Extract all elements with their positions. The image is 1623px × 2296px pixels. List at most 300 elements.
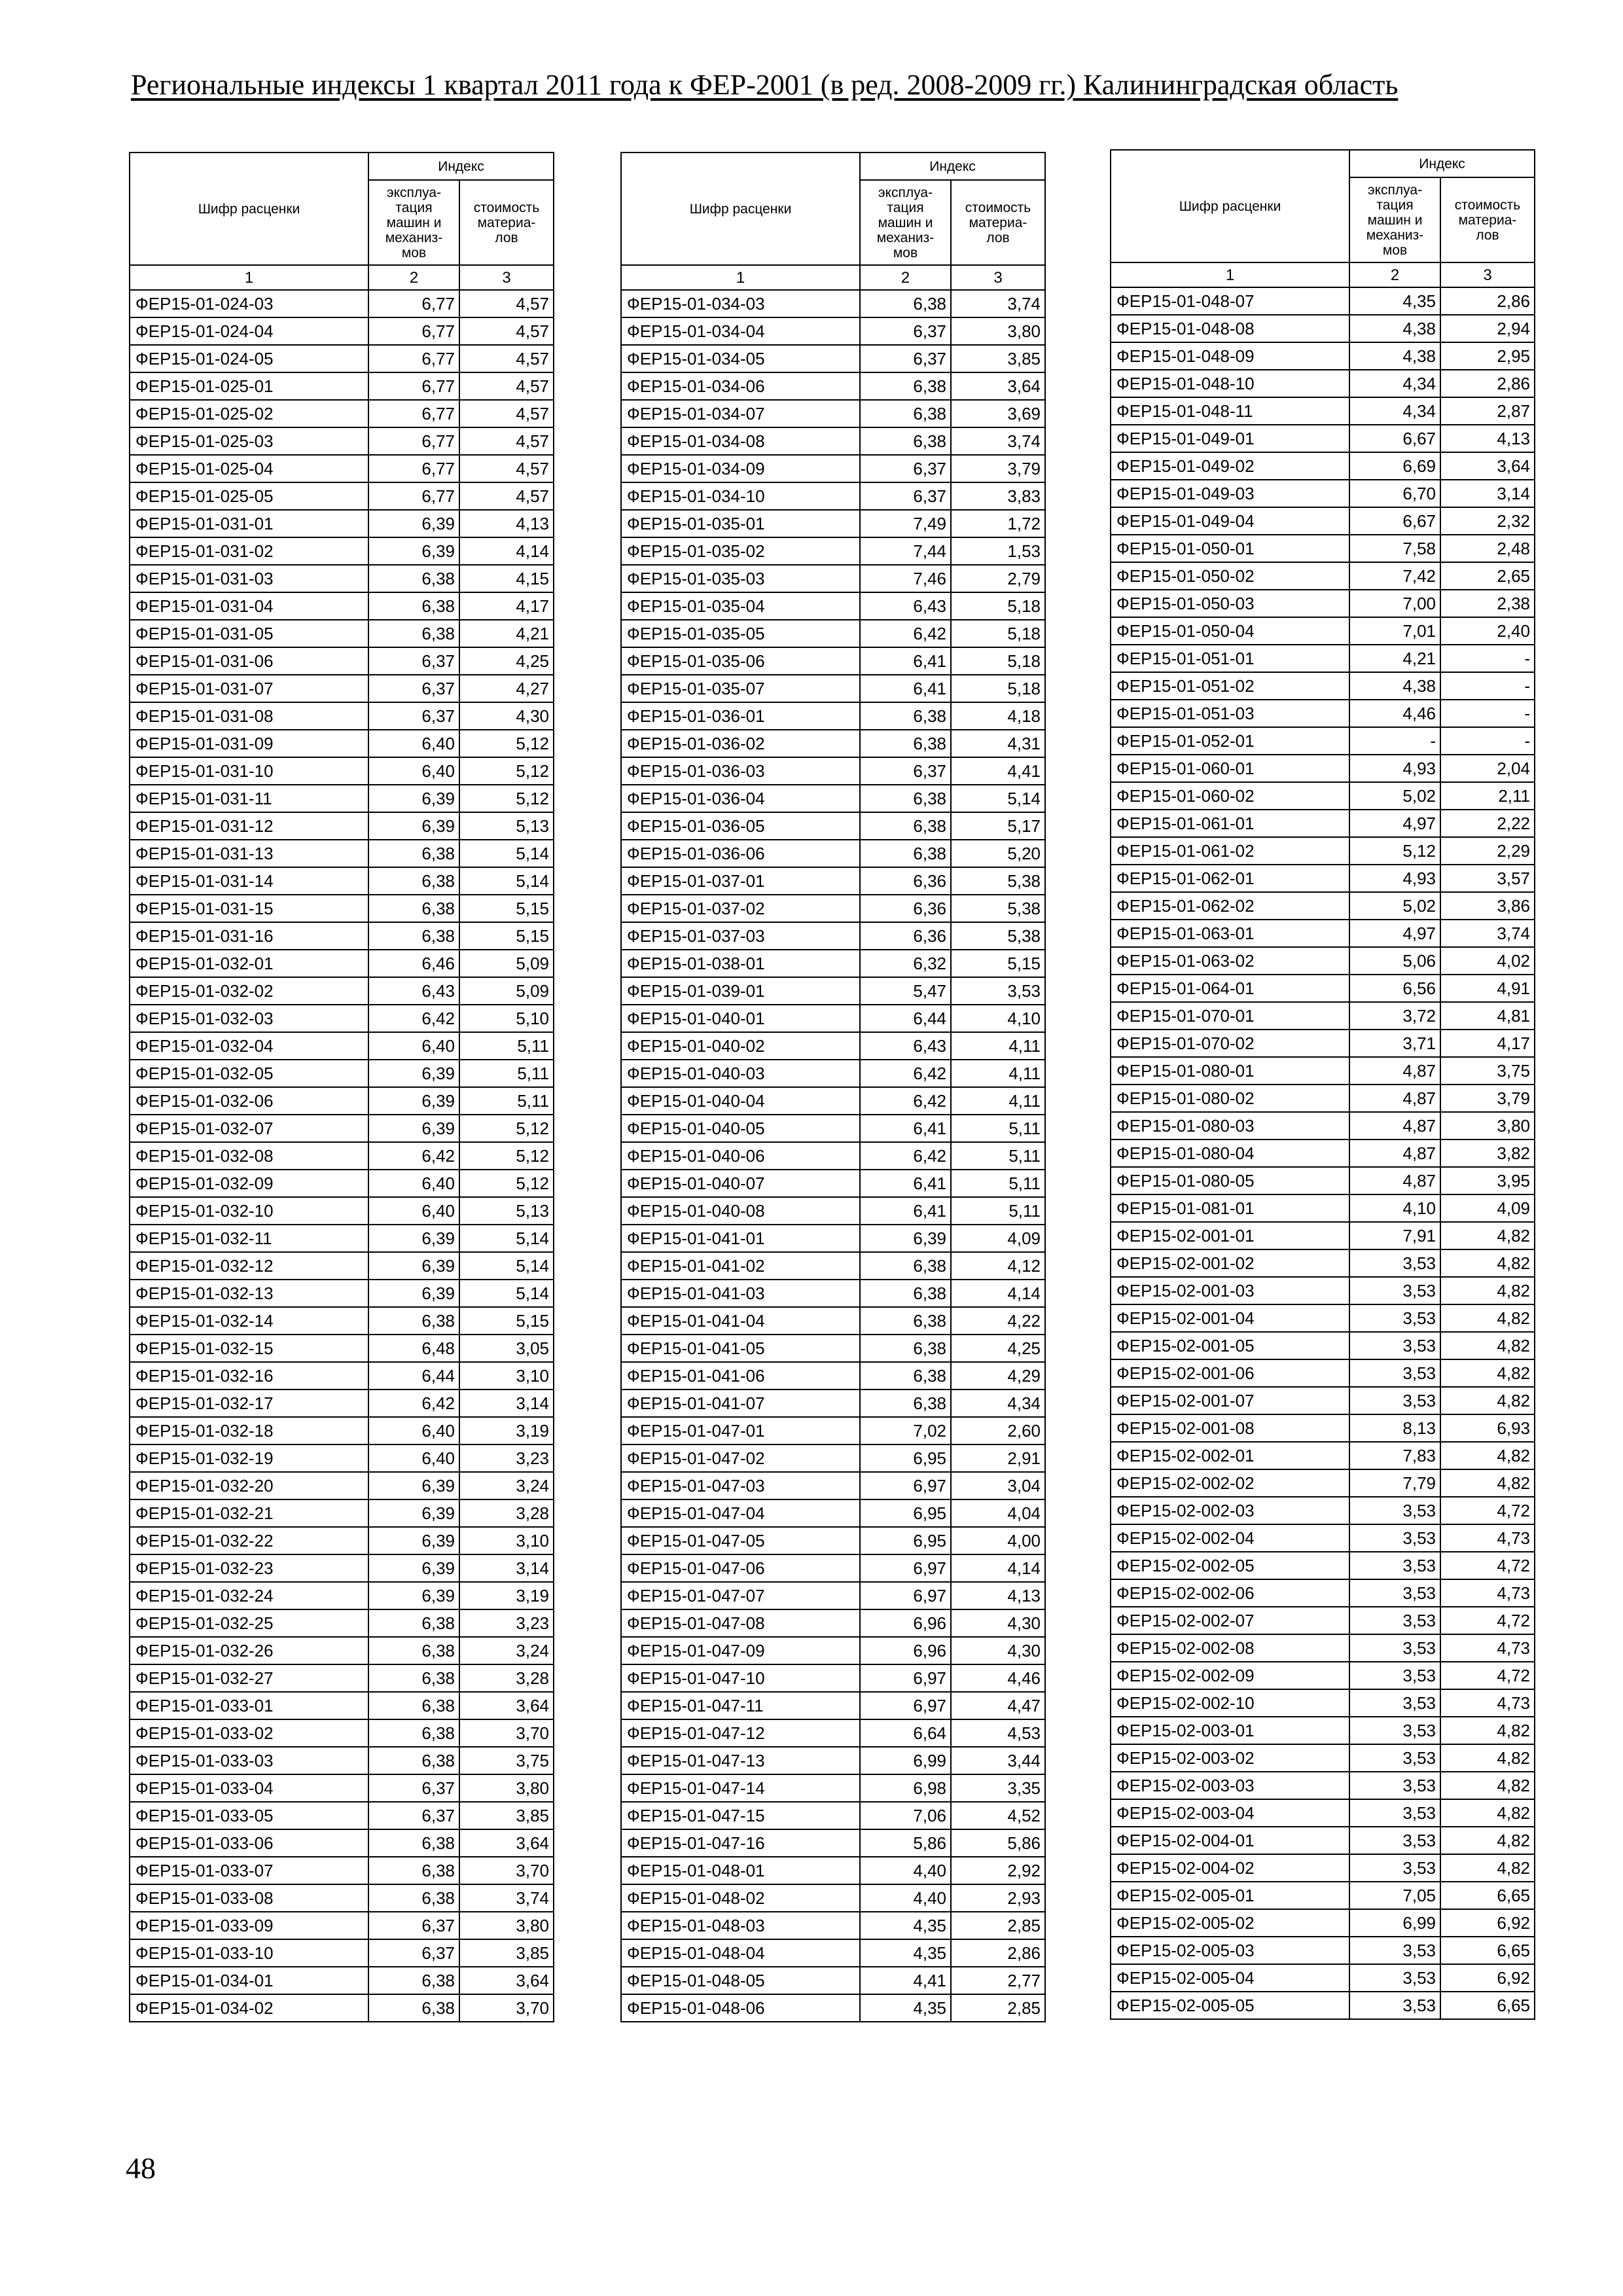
- table-row: [130, 1197, 554, 1225]
- rate-code: ФЕР15-01-032-07: [130, 1115, 368, 1142]
- exploitation-index: 7,01: [1349, 617, 1440, 645]
- exploitation-index: 6,36: [860, 895, 951, 922]
- table-row: [621, 1637, 1045, 1664]
- table-row: [130, 757, 554, 785]
- exploitation-index: 6,43: [860, 1032, 951, 1060]
- materials-index: 5,09: [459, 977, 554, 1005]
- rate-code: ФЕР15-02-002-09: [1111, 1662, 1349, 1689]
- header-exploitation: эксплуа- тация машин и механиз- мов: [1349, 177, 1440, 262]
- materials-index: 2,48: [1440, 535, 1535, 562]
- rate-code: ФЕР15-01-039-01: [621, 977, 860, 1005]
- rate-code: ФЕР15-01-041-05: [621, 1335, 860, 1362]
- table-row: [130, 1802, 554, 1829]
- exploitation-index: 6,38: [368, 867, 459, 895]
- table-row: [1111, 425, 1535, 452]
- rate-code: ФЕР15-01-036-01: [621, 702, 860, 730]
- exploitation-index: 4,97: [1349, 920, 1440, 947]
- rate-code: ФЕР15-01-041-02: [621, 1252, 860, 1280]
- table-row: [1111, 342, 1535, 370]
- exploitation-index: 6,97: [860, 1664, 951, 1692]
- materials-index: 3,74: [951, 427, 1045, 455]
- exploitation-index: 7,44: [860, 537, 951, 565]
- materials-index: 3,80: [951, 317, 1045, 345]
- materials-index: 6,93: [1440, 1414, 1535, 1442]
- table-row: [621, 647, 1045, 675]
- header-col-number: 3: [459, 265, 554, 290]
- exploitation-index: 6,77: [368, 345, 459, 372]
- header-col-number: 1: [621, 265, 860, 290]
- rate-code: ФЕР15-01-035-03: [621, 565, 860, 592]
- materials-index: 5,11: [459, 1087, 554, 1115]
- table-row: [621, 1967, 1045, 1994]
- rate-code: ФЕР15-01-040-03: [621, 1060, 860, 1087]
- exploitation-index: 3,53: [1349, 1717, 1440, 1744]
- table-row: [1111, 1030, 1535, 1057]
- materials-index: 4,31: [951, 730, 1045, 757]
- exploitation-index: 7,00: [1349, 590, 1440, 617]
- table-row: [1111, 1112, 1535, 1139]
- materials-index: 6,92: [1440, 1909, 1535, 1937]
- rate-code: ФЕР15-01-047-01: [621, 1417, 860, 1444]
- rate-code: ФЕР15-01-052-01: [1111, 727, 1349, 755]
- materials-index: 3,86: [1440, 892, 1535, 920]
- exploitation-index: 6,77: [368, 290, 459, 317]
- table-row: [621, 950, 1045, 977]
- materials-index: 4,14: [951, 1280, 1045, 1307]
- exploitation-index: 3,53: [1349, 1827, 1440, 1854]
- rate-code: ФЕР15-01-034-01: [130, 1967, 368, 1994]
- table-row: [621, 565, 1045, 592]
- materials-index: 3,79: [951, 455, 1045, 482]
- exploitation-index: 8,13: [1349, 1414, 1440, 1442]
- materials-index: 3,05: [459, 1335, 554, 1362]
- rate-code: ФЕР15-01-048-10: [1111, 370, 1349, 397]
- exploitation-index: 3,53: [1349, 1304, 1440, 1332]
- exploitation-index: 6,42: [860, 620, 951, 647]
- rate-code: ФЕР15-02-005-02: [1111, 1909, 1349, 1937]
- materials-index: -: [1440, 645, 1535, 672]
- exploitation-index: 6,37: [368, 702, 459, 730]
- table-row: [621, 1390, 1045, 1417]
- table-row: [130, 1774, 554, 1802]
- materials-index: 4,25: [951, 1335, 1045, 1362]
- exploitation-index: 6,41: [860, 1115, 951, 1142]
- table-row: [1111, 1277, 1535, 1304]
- materials-index: 2,60: [951, 1417, 1045, 1444]
- materials-index: 4,14: [459, 537, 554, 565]
- exploitation-index: 6,36: [860, 867, 951, 895]
- materials-index: 4,30: [459, 702, 554, 730]
- rate-code: ФЕР15-01-048-07: [1111, 287, 1349, 315]
- rate-code: ФЕР15-01-047-04: [621, 1499, 860, 1527]
- exploitation-index: 6,36: [860, 922, 951, 950]
- table-row: [1111, 507, 1535, 535]
- rate-code: ФЕР15-01-032-13: [130, 1280, 368, 1307]
- rate-code: ФЕР15-01-050-04: [1111, 617, 1349, 645]
- materials-index: 4,57: [459, 482, 554, 510]
- table-row: [621, 510, 1045, 537]
- exploitation-index: 7,46: [860, 565, 951, 592]
- rate-code: ФЕР15-01-048-02: [621, 1884, 860, 1912]
- table-row: [1111, 1552, 1535, 1579]
- table-row: [1111, 782, 1535, 810]
- materials-index: 3,64: [459, 1967, 554, 1994]
- materials-index: 3,82: [1440, 1139, 1535, 1167]
- rate-code: ФЕР15-02-004-02: [1111, 1854, 1349, 1882]
- exploitation-index: 6,37: [860, 345, 951, 372]
- rate-code: ФЕР15-01-034-03: [621, 290, 860, 317]
- materials-index: 4,82: [1440, 1469, 1535, 1497]
- table-row: [621, 1115, 1045, 1142]
- exploitation-index: 6,70: [1349, 480, 1440, 507]
- table-row: [130, 1060, 554, 1087]
- header-col-number: 3: [951, 265, 1045, 290]
- materials-index: 5,11: [459, 1032, 554, 1060]
- materials-index: 4,73: [1440, 1579, 1535, 1607]
- materials-index: 2,86: [951, 1939, 1045, 1967]
- materials-index: 5,09: [459, 950, 554, 977]
- table-row: [130, 1499, 554, 1527]
- rate-code: ФЕР15-02-002-02: [1111, 1469, 1349, 1497]
- exploitation-index: 6,38: [860, 812, 951, 840]
- rate-code: ФЕР15-01-035-06: [621, 647, 860, 675]
- exploitation-index: 6,39: [368, 1225, 459, 1252]
- rate-code: ФЕР15-01-033-03: [130, 1747, 368, 1774]
- rate-code: ФЕР15-01-034-10: [621, 482, 860, 510]
- exploitation-index: 3,53: [1349, 1524, 1440, 1552]
- table-row: [621, 1527, 1045, 1554]
- table-row: [1111, 1524, 1535, 1552]
- exploitation-index: 6,38: [368, 620, 459, 647]
- materials-index: 2,22: [1440, 810, 1535, 837]
- materials-index: 4,72: [1440, 1662, 1535, 1689]
- materials-index: 3,80: [459, 1912, 554, 1939]
- exploitation-index: 6,39: [368, 1527, 459, 1554]
- rate-code: ФЕР15-01-048-06: [621, 1994, 860, 2022]
- rate-code: ФЕР15-02-001-02: [1111, 1249, 1349, 1277]
- rate-code: ФЕР15-01-025-01: [130, 372, 368, 400]
- materials-index: 5,15: [459, 895, 554, 922]
- exploitation-index: 7,91: [1349, 1222, 1440, 1249]
- materials-index: 3,69: [951, 400, 1045, 427]
- rate-code: ФЕР15-01-031-13: [130, 840, 368, 867]
- exploitation-index: 6,39: [368, 1060, 459, 1087]
- exploitation-index: 6,38: [860, 427, 951, 455]
- rate-code: ФЕР15-01-041-07: [621, 1390, 860, 1417]
- rate-code: ФЕР15-01-032-14: [130, 1307, 368, 1335]
- materials-index: 3,53: [951, 977, 1045, 1005]
- exploitation-index: 6,38: [860, 372, 951, 400]
- materials-index: 3,23: [459, 1444, 554, 1472]
- rate-code: ФЕР15-01-031-01: [130, 510, 368, 537]
- materials-index: 2,94: [1440, 315, 1535, 342]
- rate-code: ФЕР15-01-031-08: [130, 702, 368, 730]
- table-row: [1111, 1469, 1535, 1497]
- materials-index: 5,12: [459, 785, 554, 812]
- table-row: [621, 1444, 1045, 1472]
- table-row: [1111, 1882, 1535, 1909]
- materials-index: 5,18: [951, 647, 1045, 675]
- materials-index: 3,10: [459, 1362, 554, 1390]
- exploitation-index: 6,41: [860, 1170, 951, 1197]
- table-row: [130, 1664, 554, 1692]
- exploitation-index: 6,38: [860, 1335, 951, 1362]
- table-row: [621, 1554, 1045, 1582]
- materials-index: 4,57: [459, 290, 554, 317]
- rate-code: ФЕР15-01-040-05: [621, 1115, 860, 1142]
- rate-code: ФЕР15-01-050-01: [1111, 535, 1349, 562]
- rate-code: ФЕР15-01-025-04: [130, 455, 368, 482]
- materials-index: 4,09: [1440, 1194, 1535, 1222]
- table-row: [130, 1417, 554, 1444]
- exploitation-index: 4,41: [860, 1967, 951, 1994]
- rate-code: ФЕР15-01-049-02: [1111, 452, 1349, 480]
- materials-index: 5,14: [459, 1225, 554, 1252]
- rate-code: ФЕР15-01-070-02: [1111, 1030, 1349, 1057]
- exploitation-index: 6,42: [860, 1060, 951, 1087]
- rate-code: ФЕР15-02-005-01: [1111, 1882, 1349, 1909]
- rate-code: ФЕР15-01-024-03: [130, 290, 368, 317]
- table-row: [1111, 975, 1535, 1002]
- rate-code: ФЕР15-01-040-08: [621, 1197, 860, 1225]
- rate-code: ФЕР15-01-034-06: [621, 372, 860, 400]
- exploitation-index: 6,39: [368, 1087, 459, 1115]
- rate-code: ФЕР15-01-040-01: [621, 1005, 860, 1032]
- header-exploitation: эксплуа- тация машин и механиз- мов: [368, 180, 459, 265]
- materials-index: 5,86: [951, 1829, 1045, 1857]
- materials-index: 4,12: [951, 1252, 1045, 1280]
- exploitation-index: 6,77: [368, 427, 459, 455]
- materials-index: 5,14: [459, 1252, 554, 1280]
- materials-index: 4,57: [459, 372, 554, 400]
- exploitation-index: 3,53: [1349, 1662, 1440, 1689]
- materials-index: 5,18: [951, 592, 1045, 620]
- materials-index: 3,35: [951, 1774, 1045, 1802]
- materials-index: 4,82: [1440, 1854, 1535, 1882]
- materials-index: 5,13: [459, 1197, 554, 1225]
- table-row: [621, 1802, 1045, 1829]
- materials-index: 4,82: [1440, 1222, 1535, 1249]
- materials-index: 2,85: [951, 1912, 1045, 1939]
- rate-code: ФЕР15-01-033-04: [130, 1774, 368, 1802]
- rate-code: ФЕР15-01-047-13: [621, 1747, 860, 1774]
- rate-code: ФЕР15-01-050-02: [1111, 562, 1349, 590]
- header-index: Индекс: [1349, 150, 1535, 177]
- exploitation-index: 4,38: [1349, 315, 1440, 342]
- rate-code: ФЕР15-01-048-03: [621, 1912, 860, 1939]
- rate-code: ФЕР15-01-048-09: [1111, 342, 1349, 370]
- page-number: 48: [126, 2151, 156, 2185]
- rate-code: ФЕР15-01-033-05: [130, 1802, 368, 1829]
- rate-code: ФЕР15-01-032-19: [130, 1444, 368, 1472]
- rate-code: ФЕР15-02-005-05: [1111, 1992, 1349, 2019]
- materials-index: 5,38: [951, 922, 1045, 950]
- table-row: [130, 317, 554, 345]
- rate-code: ФЕР15-01-038-01: [621, 950, 860, 977]
- exploitation-index: 4,35: [1349, 287, 1440, 315]
- rate-code: ФЕР15-01-031-11: [130, 785, 368, 812]
- exploitation-index: 3,53: [1349, 1634, 1440, 1662]
- exploitation-index: 6,39: [368, 1582, 459, 1609]
- rate-code: ФЕР15-01-034-08: [621, 427, 860, 455]
- table-row: [1111, 1387, 1535, 1414]
- rate-code: ФЕР15-01-047-11: [621, 1692, 860, 1719]
- materials-index: 4,25: [459, 647, 554, 675]
- materials-index: 4,82: [1440, 1442, 1535, 1469]
- header-materials: стоимость материа- лов: [1440, 177, 1535, 262]
- exploitation-index: 3,53: [1349, 1854, 1440, 1882]
- exploitation-index: 6,39: [368, 785, 459, 812]
- materials-index: 5,38: [951, 867, 1045, 895]
- exploitation-index: 3,53: [1349, 1359, 1440, 1387]
- rate-code: ФЕР15-01-047-10: [621, 1664, 860, 1692]
- table-row: [621, 537, 1045, 565]
- exploitation-index: 6,38: [368, 1692, 459, 1719]
- exploitation-index: 4,35: [860, 1939, 951, 1967]
- rate-code: ФЕР15-01-032-21: [130, 1499, 368, 1527]
- exploitation-index: 6,39: [368, 1554, 459, 1582]
- rate-code: ФЕР15-01-035-05: [621, 620, 860, 647]
- materials-index: 3,19: [459, 1582, 554, 1609]
- table-row: [130, 702, 554, 730]
- table-row: [1111, 590, 1535, 617]
- table-row: [621, 1472, 1045, 1499]
- rate-code: ФЕР15-01-080-03: [1111, 1112, 1349, 1139]
- rate-code: ФЕР15-01-060-02: [1111, 782, 1349, 810]
- materials-index: 4,30: [951, 1637, 1045, 1664]
- exploitation-index: 6,42: [368, 1142, 459, 1170]
- materials-index: 4,57: [459, 427, 554, 455]
- materials-index: 4,10: [951, 1005, 1045, 1032]
- materials-index: 5,14: [459, 1280, 554, 1307]
- exploitation-index: 6,38: [368, 840, 459, 867]
- materials-index: 3,23: [459, 1609, 554, 1637]
- rate-code: ФЕР15-01-032-06: [130, 1087, 368, 1115]
- materials-index: 6,65: [1440, 1937, 1535, 1964]
- table-row: [1111, 1579, 1535, 1607]
- materials-index: 4,21: [459, 620, 554, 647]
- materials-index: 4,09: [951, 1225, 1045, 1252]
- exploitation-index: 6,69: [1349, 452, 1440, 480]
- table-row: [621, 1994, 1045, 2022]
- exploitation-index: 7,05: [1349, 1882, 1440, 1909]
- exploitation-index: 3,53: [1349, 1497, 1440, 1524]
- table-row: [621, 1087, 1045, 1115]
- table-row: [130, 812, 554, 840]
- rate-code: ФЕР15-01-034-09: [621, 455, 860, 482]
- table-row: [621, 785, 1045, 812]
- table-row: [621, 1499, 1045, 1527]
- exploitation-index: 6,37: [368, 1802, 459, 1829]
- rate-code: ФЕР15-01-032-25: [130, 1609, 368, 1637]
- materials-index: 4,82: [1440, 1332, 1535, 1359]
- exploitation-index: 6,38: [860, 1252, 951, 1280]
- table-row: [130, 537, 554, 565]
- materials-index: 2,93: [951, 1884, 1045, 1912]
- exploitation-index: 6,39: [368, 1499, 459, 1527]
- materials-index: 5,14: [459, 840, 554, 867]
- exploitation-index: 6,37: [860, 455, 951, 482]
- exploitation-index: 6,40: [368, 757, 459, 785]
- rate-code: ФЕР15-01-049-01: [1111, 425, 1349, 452]
- table-row: [1111, 1057, 1535, 1085]
- materials-index: 3,57: [1440, 865, 1535, 892]
- table-row: [130, 1280, 554, 1307]
- table-row: [1111, 892, 1535, 920]
- rate-code: ФЕР15-01-032-23: [130, 1554, 368, 1582]
- rate-code: ФЕР15-01-034-05: [621, 345, 860, 372]
- rate-code: ФЕР15-01-032-17: [130, 1390, 368, 1417]
- table-row: [1111, 370, 1535, 397]
- rate-code: ФЕР15-01-032-22: [130, 1527, 368, 1554]
- table-row: [130, 1307, 554, 1335]
- exploitation-index: 7,06: [860, 1802, 951, 1829]
- exploitation-index: 6,40: [368, 1170, 459, 1197]
- exploitation-index: 6,77: [368, 482, 459, 510]
- table-row: [130, 1170, 554, 1197]
- rate-code: ФЕР15-02-002-04: [1111, 1524, 1349, 1552]
- materials-index: 3,24: [459, 1637, 554, 1664]
- exploitation-index: 6,39: [368, 537, 459, 565]
- materials-index: 4,57: [459, 317, 554, 345]
- rate-code: ФЕР15-01-041-04: [621, 1307, 860, 1335]
- exploitation-index: 3,53: [1349, 1277, 1440, 1304]
- table-row: [621, 1884, 1045, 1912]
- table-row: [130, 1335, 554, 1362]
- exploitation-index: 6,38: [860, 1390, 951, 1417]
- materials-index: 4,04: [951, 1499, 1045, 1527]
- rate-code: ФЕР15-01-061-01: [1111, 810, 1349, 837]
- exploitation-index: 5,12: [1349, 837, 1440, 865]
- table-row: [130, 922, 554, 950]
- exploitation-index: 6,38: [368, 565, 459, 592]
- exploitation-index: 6,37: [368, 675, 459, 702]
- rate-code: ФЕР15-01-047-03: [621, 1472, 860, 1499]
- materials-index: 4,30: [951, 1609, 1045, 1637]
- materials-index: 2,79: [951, 565, 1045, 592]
- exploitation-index: 6,39: [368, 1115, 459, 1142]
- rate-code: ФЕР15-01-080-01: [1111, 1057, 1349, 1085]
- materials-index: 4,82: [1440, 1772, 1535, 1799]
- exploitation-index: 6,37: [368, 1774, 459, 1802]
- table-row: [130, 950, 554, 977]
- materials-index: 3,80: [459, 1774, 554, 1802]
- table-row: [621, 1609, 1045, 1637]
- exploitation-index: 6,64: [860, 1719, 951, 1747]
- exploitation-index: 3,53: [1349, 1799, 1440, 1827]
- materials-index: 4,72: [1440, 1607, 1535, 1634]
- rate-code: ФЕР15-01-031-07: [130, 675, 368, 702]
- materials-index: 5,11: [951, 1170, 1045, 1197]
- rate-code: ФЕР15-01-033-09: [130, 1912, 368, 1939]
- table-row: [621, 1829, 1045, 1857]
- materials-index: 5,15: [459, 1307, 554, 1335]
- table-row: [130, 785, 554, 812]
- exploitation-index: 4,87: [1349, 1112, 1440, 1139]
- table-row: [621, 1719, 1045, 1747]
- exploitation-index: 6,97: [860, 1692, 951, 1719]
- exploitation-index: 6,38: [860, 785, 951, 812]
- table-row: [621, 1335, 1045, 1362]
- table-row: [1111, 315, 1535, 342]
- header-col-number: 1: [1111, 262, 1349, 287]
- materials-index: 4,73: [1440, 1634, 1535, 1662]
- rate-code: ФЕР15-01-047-15: [621, 1802, 860, 1829]
- exploitation-index: 6,38: [860, 730, 951, 757]
- rate-code: ФЕР15-01-070-01: [1111, 1002, 1349, 1030]
- table-row: [621, 1692, 1045, 1719]
- table-row: [621, 620, 1045, 647]
